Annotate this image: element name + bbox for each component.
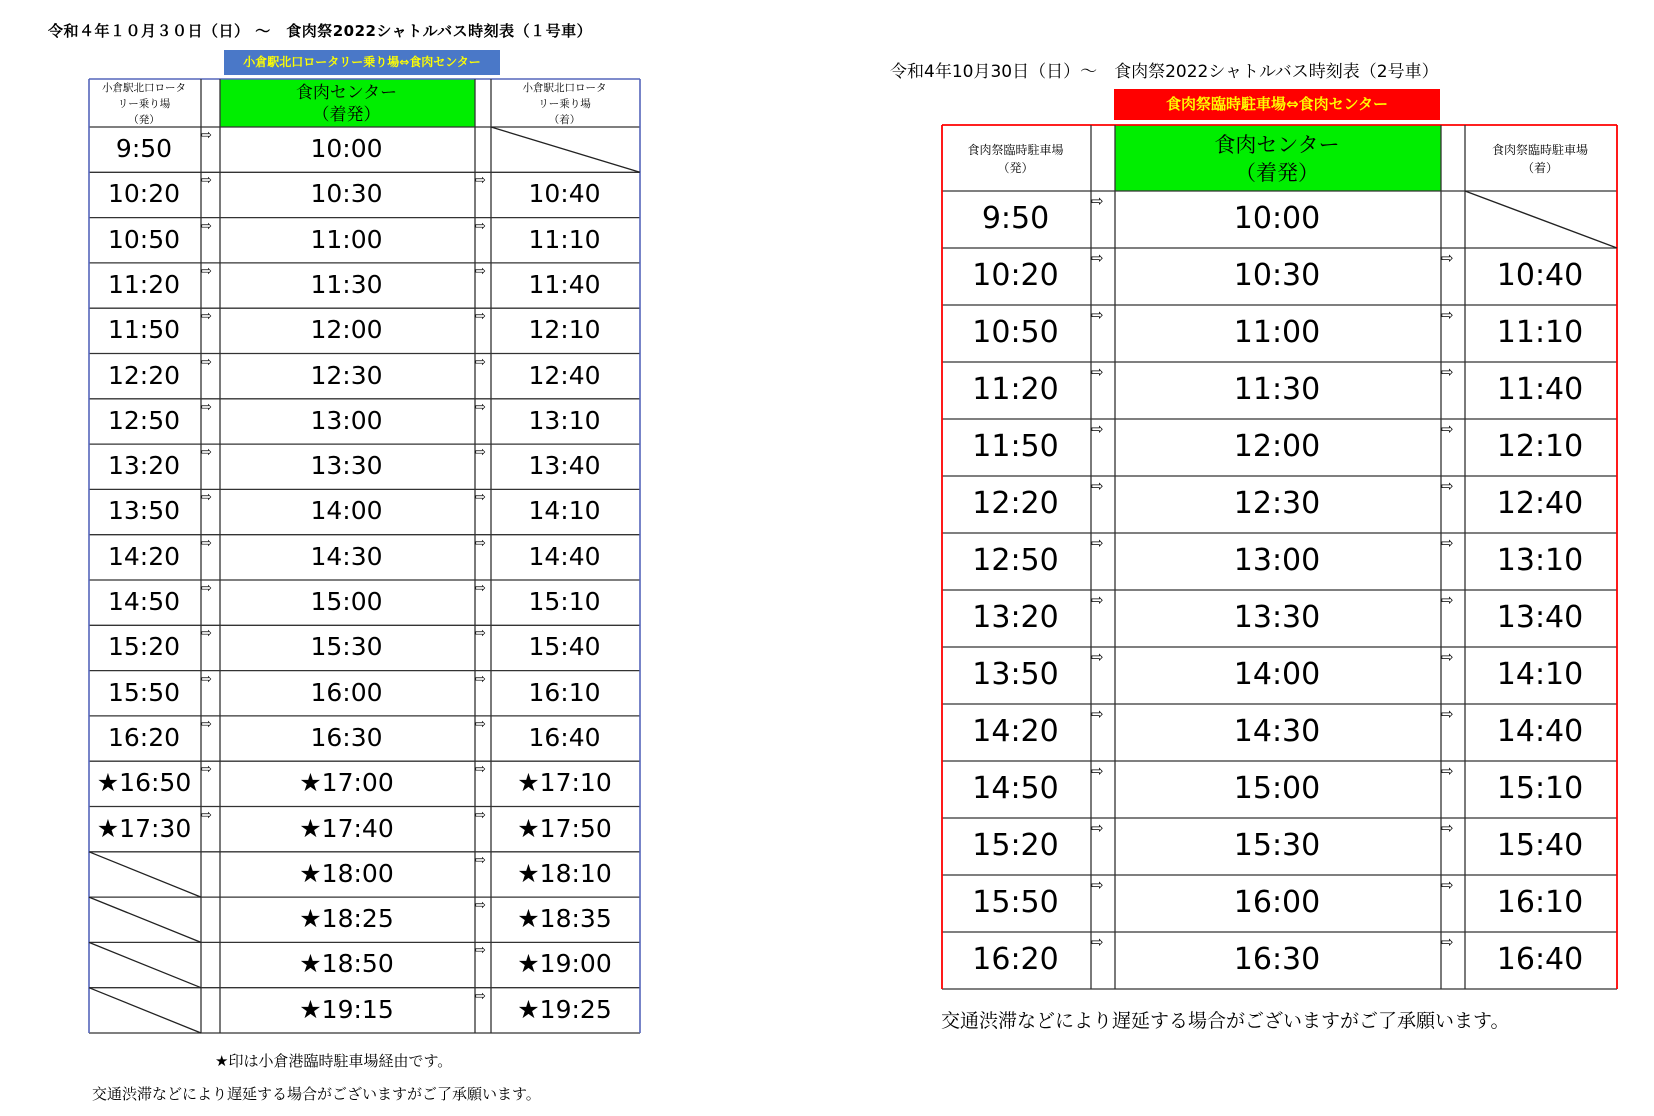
timetable1-time-depart: 15:20: [107, 632, 181, 662]
timetable1-star-note: ★印は小倉港臨時駐車場経由です。: [215, 1052, 453, 1070]
arrow-icon: ⇨: [201, 716, 212, 732]
arrow-icon: ⇨: [475, 671, 486, 687]
timetable2-time-arrive: 16:40: [1496, 942, 1584, 977]
arrow-icon: ⇨: [1441, 534, 1454, 552]
timetable1-time-center: 10:00: [310, 134, 383, 163]
timetable2-time-center: 16:30: [1233, 942, 1321, 977]
arrow-icon: ⇨: [201, 309, 212, 325]
timetable1-header-arrive-line: リー乗り場: [538, 98, 591, 110]
timetable1-time-arrive: 16:10: [528, 677, 601, 707]
timetable2-time-depart: 11:50: [972, 429, 1059, 464]
arrow-icon: ⇨: [1091, 648, 1104, 666]
timetable1-time-arrive: 15:40: [528, 632, 601, 662]
timetable2-time-depart: 12:50: [972, 543, 1059, 578]
timetable2-time-arrive: 15:10: [1496, 771, 1584, 806]
timetable1-header-center-line: 食肉センター: [295, 83, 398, 103]
timetable1-time-arrive: 14:40: [528, 541, 601, 571]
timetable1-time-depart: 9:50: [115, 134, 173, 163]
timetable1-time-center: ★18:00: [299, 858, 394, 888]
timetable1-header-depart-line: （発）: [128, 114, 160, 126]
timetable1-time-center: ★18:25: [299, 904, 394, 934]
timetable1-empty-cell-slash: [89, 942, 201, 987]
timetable1-time-center: 16:00: [310, 677, 383, 707]
arrow-icon: ⇨: [1441, 591, 1454, 609]
timetable1-time-center: 13:30: [310, 451, 383, 481]
arrow-icon: ⇨: [475, 218, 486, 234]
timetable2-time-depart: 13:50: [972, 657, 1059, 692]
timetable2-empty-cell-slash: [1465, 191, 1617, 248]
arrow-icon: ⇨: [1441, 876, 1454, 894]
timetable1-time-arrive: 12:10: [528, 315, 601, 345]
timetable2-header-center-line: （着発）: [1235, 161, 1319, 185]
timetable1-time-arrive: ★17:50: [517, 813, 612, 843]
timetable1-time-arrive: ★17:10: [517, 768, 612, 798]
arrow-icon: ⇨: [1091, 192, 1104, 210]
arrow-icon: ⇨: [201, 535, 212, 551]
arrow-icon: ⇨: [475, 807, 486, 823]
arrow-icon: ⇨: [475, 445, 486, 461]
timetable2-time-depart: 13:20: [972, 600, 1059, 635]
arrow-icon: ⇨: [1091, 876, 1104, 894]
arrow-icon: ⇨: [475, 898, 486, 914]
timetable1-time-depart: 14:50: [107, 587, 181, 616]
timetable1-time-arrive: ★18:35: [517, 904, 612, 934]
timetable2-delay-notice: 交通渋滞などにより遅延する場合がございますがご了承願います。: [941, 1010, 1510, 1032]
arrow-icon: ⇨: [1091, 819, 1104, 837]
timetable1-time-center: 12:30: [310, 360, 383, 390]
arrow-icon: ⇨: [475, 399, 486, 415]
timetable1-header-center: [219, 82, 474, 126]
timetable1-time-center: 15:00: [310, 587, 383, 616]
arrow-icon: ⇨: [1091, 363, 1104, 381]
timetable1-time-center: 13:00: [310, 405, 383, 435]
arrow-icon: ⇨: [475, 354, 486, 370]
timetable2-time-arrive: 16:10: [1496, 885, 1584, 920]
timetable1-time-depart: 13:20: [107, 451, 181, 481]
timetable1-time-depart: 14:20: [107, 541, 181, 571]
arrow-icon: ⇨: [1091, 705, 1104, 723]
timetable2-time-center: 15:30: [1233, 828, 1321, 863]
timetable2-time-center: 13:00: [1233, 543, 1321, 578]
arrow-icon: ⇨: [475, 943, 486, 959]
arrow-icon: ⇨: [475, 581, 486, 596]
timetable2-time-depart: 12:20: [972, 486, 1059, 521]
timetable1-time-depart: 13:50: [107, 496, 181, 526]
timetable1-time-arrive: 12:40: [528, 360, 601, 390]
timetable1-time-arrive: 13:40: [528, 451, 601, 481]
arrow-icon: ⇨: [201, 399, 212, 415]
timetable2-time-center: 12:30: [1233, 486, 1321, 521]
arrow-icon: ⇨: [1441, 933, 1454, 951]
timetable2-time-depart: 10:50: [972, 315, 1059, 350]
arrow-icon: ⇨: [1091, 762, 1104, 780]
arrow-icon: ⇨: [1091, 306, 1104, 324]
timetable1-time-center: ★17:00: [299, 768, 394, 798]
timetable2-time-center: 10:00: [1233, 201, 1321, 236]
timetable2-time-center: 13:30: [1233, 600, 1321, 635]
arrow-icon: ⇨: [1441, 705, 1454, 723]
timetable1-time-arrive: 11:10: [528, 224, 601, 254]
timetable2-header-center-line: 食肉センター: [1214, 133, 1340, 157]
arrow-icon: ⇨: [1091, 477, 1104, 495]
timetable1-time-depart: ★16:50: [96, 768, 192, 798]
arrow-icon: ⇨: [475, 173, 486, 189]
timetable2-time-arrive: 13:10: [1496, 543, 1584, 578]
arrow-icon: ⇨: [1441, 648, 1454, 666]
timetable2-time-arrive: 14:10: [1496, 657, 1584, 692]
timetable2-time-center: 14:00: [1233, 657, 1321, 692]
arrow-icon: ⇨: [201, 762, 212, 778]
timetable1-time-center: 11:30: [310, 269, 383, 299]
timetable1-delay-notice: 交通渋滞などにより遅延する場合がございますがご了承願います。: [92, 1085, 541, 1103]
timetable2-header-depart: [941, 141, 1090, 177]
timetable1-time-center: 14:30: [310, 541, 383, 571]
timetable2-time-center: 12:00: [1233, 429, 1321, 464]
timetable1-header-arrive-line: 小倉駅北口ロータ: [522, 82, 607, 94]
arrow-icon: ⇨: [475, 762, 486, 778]
timetable2-time-center: 14:30: [1233, 714, 1321, 749]
timetable2-time-depart: 10:20: [972, 258, 1059, 293]
timetable1-header-depart-line: リー乗り場: [117, 98, 171, 110]
arrow-icon: ⇨: [201, 263, 212, 279]
arrow-icon: ⇨: [475, 535, 486, 551]
arrow-icon: ⇨: [475, 626, 486, 642]
timetable2-time-depart: 14:20: [972, 714, 1059, 749]
arrow-icon: ⇨: [1441, 420, 1454, 438]
timetable1-table: [88, 78, 640, 1052]
timetable1-route-banner: 小倉駅北口ロータリー乗り場⇔食肉センター: [224, 50, 500, 75]
timetable1-time-arrive: 16:40: [528, 722, 601, 752]
arrow-icon: ⇨: [475, 988, 486, 1004]
arrow-icon: ⇨: [1441, 363, 1454, 381]
timetable2-time-depart: 14:50: [972, 771, 1059, 806]
timetable2-time-arrive: 11:40: [1496, 372, 1584, 407]
timetable1-time-depart: 12:50: [107, 405, 181, 435]
timetable1-time-depart: 10:50: [107, 224, 181, 254]
arrow-icon: ⇨: [1091, 249, 1104, 267]
timetable2-time-arrive: 11:10: [1496, 315, 1584, 350]
arrow-icon: ⇨: [475, 852, 486, 868]
timetable1-header-depart: [88, 80, 200, 128]
timetable1-title: 令和４年１０月３０日（日） ～ 食肉祭2022シャトルバス時刻表（１号車）: [48, 22, 593, 40]
timetable1-time-center: 10:30: [310, 179, 383, 209]
timetable1-time-center: 16:30: [310, 722, 383, 752]
arrow-icon: ⇨: [475, 263, 486, 279]
arrow-icon: ⇨: [201, 173, 212, 189]
timetable2-time-center: 15:00: [1233, 771, 1321, 806]
timetable1-time-arrive: 11:40: [528, 269, 601, 299]
arrow-icon: ⇨: [201, 218, 212, 234]
timetable1-time-depart: ★17:30: [96, 813, 192, 843]
timetable2-header-depart-line: 食肉祭臨時駐車場: [967, 143, 1064, 157]
arrow-icon: ⇨: [1441, 306, 1454, 324]
timetable1-time-center: 12:00: [310, 315, 383, 345]
arrow-icon: ⇨: [1441, 477, 1454, 495]
arrow-icon: ⇨: [1091, 420, 1104, 438]
timetable1-time-arrive: ★19:00: [517, 949, 612, 979]
arrow-icon: ⇨: [475, 490, 486, 506]
timetable1-header-depart-line: 小倉駅北口ロータ: [102, 82, 186, 94]
timetable2-time-depart: 15:20: [972, 828, 1059, 863]
timetable2-header-depart-line: （発）: [997, 161, 1034, 175]
timetable1-time-depart: 11:50: [107, 315, 181, 345]
timetable2-time-arrive: 12:10: [1496, 429, 1584, 464]
timetable1-header-arrive-line: （着）: [548, 114, 581, 126]
timetable2-route-banner: 食肉祭臨時駐車場⇔食肉センター: [1114, 89, 1440, 120]
timetable2-time-depart: 16:20: [972, 942, 1059, 977]
timetable1-header-arrive: [490, 80, 639, 128]
arrow-icon: ⇨: [1441, 249, 1454, 267]
timetable2-title: 令和4年10月30日（日）～ 食肉祭2022シャトルバス時刻表（2号車）: [890, 62, 1439, 82]
timetable1-time-arrive: ★18:10: [517, 858, 612, 888]
timetable2-time-center: 10:30: [1233, 258, 1321, 293]
arrow-icon: ⇨: [475, 309, 486, 325]
timetable2-time-arrive: 10:40: [1496, 258, 1584, 293]
timetable1-time-arrive: 10:40: [528, 179, 601, 209]
timetable1-time-center: ★18:50: [299, 949, 394, 979]
timetable1-time-arrive: 15:10: [528, 587, 601, 616]
timetable1-time-depart: 15:50: [107, 677, 181, 707]
timetable1-empty-cell-slash: [491, 127, 640, 172]
timetable2-time-depart: 9:50: [981, 201, 1050, 236]
timetable2-header-arrive-line: （着）: [1521, 161, 1558, 175]
arrow-icon: ⇨: [201, 128, 212, 143]
arrow-icon: ⇨: [1441, 819, 1454, 837]
timetable1-time-center: 14:00: [310, 496, 383, 526]
timetable1-time-arrive: 13:10: [528, 405, 601, 435]
timetable2-time-depart: 15:50: [972, 885, 1059, 920]
timetable2-time-center: 11:30: [1233, 372, 1321, 407]
timetable1-time-depart: 11:20: [107, 269, 181, 299]
arrow-icon: ⇨: [1091, 534, 1104, 552]
arrow-icon: ⇨: [1091, 933, 1104, 951]
arrow-icon: ⇨: [201, 807, 212, 823]
arrow-icon: ⇨: [201, 490, 212, 506]
timetable2-time-center: 16:00: [1233, 885, 1321, 920]
timetable2-time-arrive: 14:40: [1496, 714, 1584, 749]
timetable1-time-depart: 16:20: [107, 722, 181, 752]
timetable2-header-center: [1114, 131, 1440, 187]
timetable1-time-center: 11:00: [310, 224, 383, 254]
timetable1-time-depart: 12:20: [107, 360, 181, 390]
arrow-icon: ⇨: [201, 445, 212, 461]
arrow-icon: ⇨: [1091, 591, 1104, 609]
timetable1-empty-cell-slash: [89, 988, 201, 1033]
timetable1-empty-cell-slash: [89, 852, 201, 897]
timetable1-time-depart: 10:20: [107, 179, 181, 209]
arrow-icon: ⇨: [201, 581, 212, 596]
timetable1-time-center: 15:30: [310, 632, 383, 662]
timetable1-header-center-line: （着発）: [312, 105, 381, 125]
timetable2-header-arrive: [1464, 141, 1616, 177]
timetable2-time-center: 11:00: [1233, 315, 1321, 350]
timetable1-time-center: ★19:15: [299, 994, 394, 1024]
timetable1-time-arrive: 14:10: [528, 496, 601, 526]
timetable2-table: [941, 124, 1617, 990]
timetable2-time-arrive: 13:40: [1496, 600, 1584, 635]
timetable1-empty-cell-slash: [89, 897, 201, 942]
arrow-icon: ⇨: [201, 354, 212, 370]
timetable1-time-arrive: ★19:25: [517, 994, 612, 1024]
arrow-icon: ⇨: [475, 716, 486, 732]
timetable2-time-depart: 11:20: [972, 372, 1059, 407]
arrow-icon: ⇨: [201, 671, 212, 687]
arrow-icon: ⇨: [1441, 762, 1454, 780]
arrow-icon: ⇨: [201, 626, 212, 642]
timetable2-time-arrive: 12:40: [1496, 486, 1584, 521]
timetable2-time-arrive: 15:40: [1496, 828, 1584, 863]
timetable1-time-center: ★17:40: [299, 813, 394, 843]
timetable2-header-arrive-line: 食肉祭臨時駐車場: [1491, 143, 1588, 157]
